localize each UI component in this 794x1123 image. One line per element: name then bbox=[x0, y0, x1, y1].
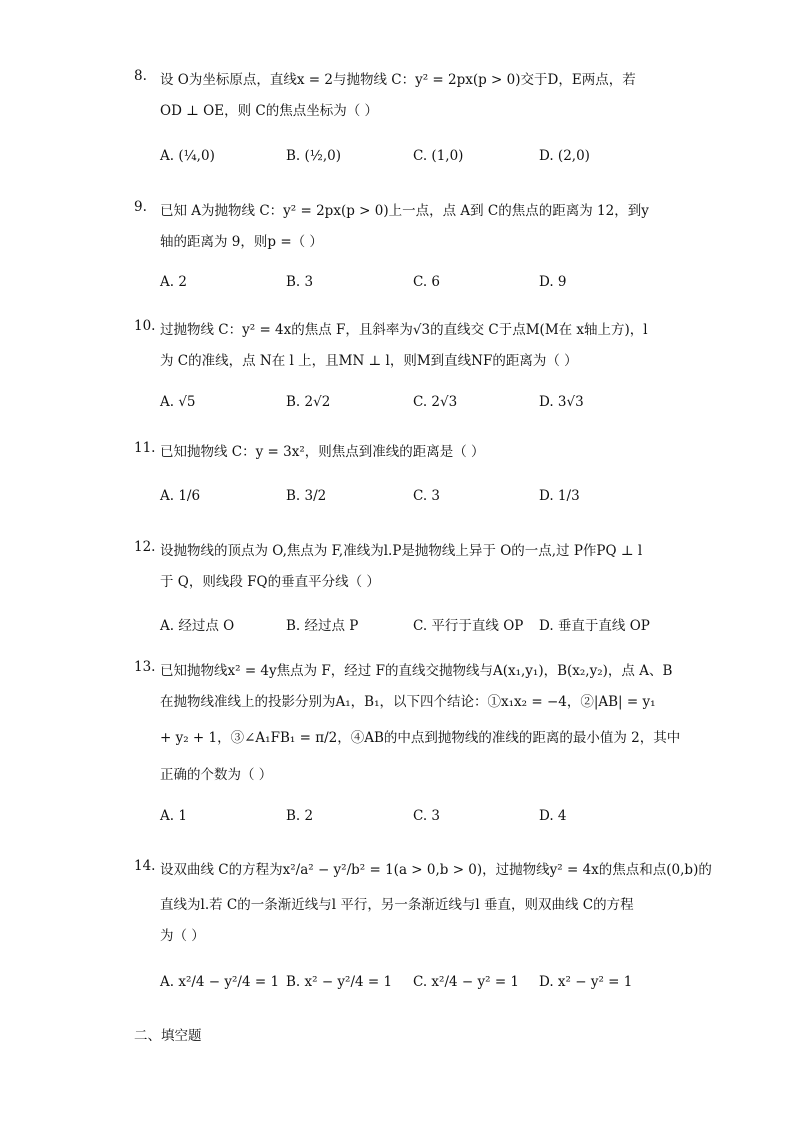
option-b: B. 2√2 bbox=[286, 394, 331, 410]
option-c: C. (1,0) bbox=[413, 148, 464, 164]
option-a: A. 1 bbox=[160, 808, 187, 824]
question-text-line: 为（ ） bbox=[160, 928, 205, 944]
question-text-line: 直线为l.若 C的一条渐近线与l 平行，另一条渐近线与l 垂直，则双曲线 C的方程 bbox=[160, 897, 634, 913]
question-text-line: 设抛物线的顶点为 O,焦点为 F,准线为l.P是抛物线上异于 O的一点,过 P作PQ ⊥ l bbox=[160, 543, 643, 559]
question-text-line: 已知抛物线 C：y = 3x²，则焦点到准线的距离是（ ） bbox=[160, 444, 485, 460]
option-a: A. 1/6 bbox=[160, 488, 201, 504]
question-8-options bbox=[160, 148, 680, 168]
question-10-options bbox=[160, 394, 680, 414]
option-d: D. 垂直于直线 OP bbox=[539, 618, 650, 634]
option-d: D. (2,0) bbox=[539, 148, 590, 164]
option-a: A. 经过点 O bbox=[160, 618, 235, 634]
question-number: 12. bbox=[134, 539, 156, 555]
option-b: B. 3 bbox=[286, 274, 314, 290]
option-b: B. 3/2 bbox=[286, 488, 327, 504]
option-c: C. 3 bbox=[413, 488, 441, 504]
option-d: D. 4 bbox=[539, 808, 567, 824]
question-text-line: 正确的个数为（ ） bbox=[160, 767, 273, 783]
question-text-line: 过抛物线 C：y² = 4x的焦点 F，且斜率为√3的直线交 C于点M(M在 x轴上方)，l bbox=[160, 322, 648, 338]
option-a: A. x²/4 − y²/4 = 1 bbox=[160, 974, 280, 990]
question-number: 9. bbox=[134, 199, 147, 215]
question-13-options bbox=[160, 808, 680, 828]
question-text-line: 轴的距离为 9，则p =（ ） bbox=[160, 234, 323, 250]
option-d: D. x² − y² = 1 bbox=[539, 974, 633, 990]
question-number: 13. bbox=[134, 659, 156, 675]
question-9-options bbox=[160, 274, 680, 294]
question-number: 8. bbox=[134, 68, 147, 84]
option-a: A. (¼,0) bbox=[160, 148, 215, 164]
option-b: B. (½,0) bbox=[286, 148, 342, 164]
option-c: C. 2√3 bbox=[413, 394, 458, 410]
option-b: B. x² − y²/4 = 1 bbox=[286, 974, 393, 990]
question-text-line: 于 Q，则线段 FQ的垂直平分线（ ） bbox=[160, 574, 380, 590]
question-text-line: 已知抛物线x² = 4y焦点为 F，经过 F的直线交抛物线与A(x₁,y₁)，B(x₂,y₂)，点 A、B bbox=[160, 663, 673, 679]
question-text-line: 在抛物线准线上的投影分别为A₁，B₁，以下四个结论：①x₁x₂ = −4，②|AB| = y₁ bbox=[160, 694, 656, 710]
section-title: 二、填空题 bbox=[134, 1028, 202, 1044]
question-text-line: 为 C的准线，点 N在 l 上，且MN ⊥ l，则M到直线NF的距离为（ ） bbox=[160, 353, 578, 369]
question-number: 14. bbox=[134, 858, 156, 874]
option-c: C. x²/4 − y² = 1 bbox=[413, 974, 520, 990]
option-b: B. 经过点 P bbox=[286, 618, 359, 634]
question-number: 11. bbox=[134, 440, 156, 456]
question-text-line: 设 O为坐标原点，直线x = 2与抛物线 C：y² = 2px(p > 0)交于D，E两点，若 bbox=[160, 72, 636, 88]
question-11-options bbox=[160, 488, 680, 508]
option-c: C. 6 bbox=[413, 274, 441, 290]
question-12-options bbox=[160, 614, 680, 634]
option-d: D. 3√3 bbox=[539, 394, 584, 410]
question-text-line: + y₂ + 1，③∠A₁FB₁ = π/2，④AB的中点到抛物线的准线的距离的最小值为 2，其中 bbox=[160, 730, 681, 746]
option-d: D. 9 bbox=[539, 274, 567, 290]
option-b: B. 2 bbox=[286, 808, 314, 824]
question-number: 10. bbox=[134, 318, 156, 334]
option-a: A. √5 bbox=[160, 394, 196, 410]
option-d: D. 1/3 bbox=[539, 488, 580, 504]
option-c: C. 平行于直线 OP bbox=[413, 618, 524, 634]
question-text-line: OD ⊥ OE，则 C的焦点坐标为（ ） bbox=[160, 103, 379, 119]
option-a: A. 2 bbox=[160, 274, 187, 290]
question-14-options bbox=[160, 974, 680, 994]
question-text-line: 设双曲线 C的方程为x²/a² − y²/b² = 1(a > 0,b > 0)，过抛物线y² = 4x的焦点和点(0,b)的 bbox=[160, 862, 712, 878]
option-c: C. 3 bbox=[413, 808, 441, 824]
question-text-line: 已知 A为抛物线 C：y² = 2px(p > 0)上一点，点 A到 C的焦点的距离为 12，到y bbox=[160, 203, 649, 219]
